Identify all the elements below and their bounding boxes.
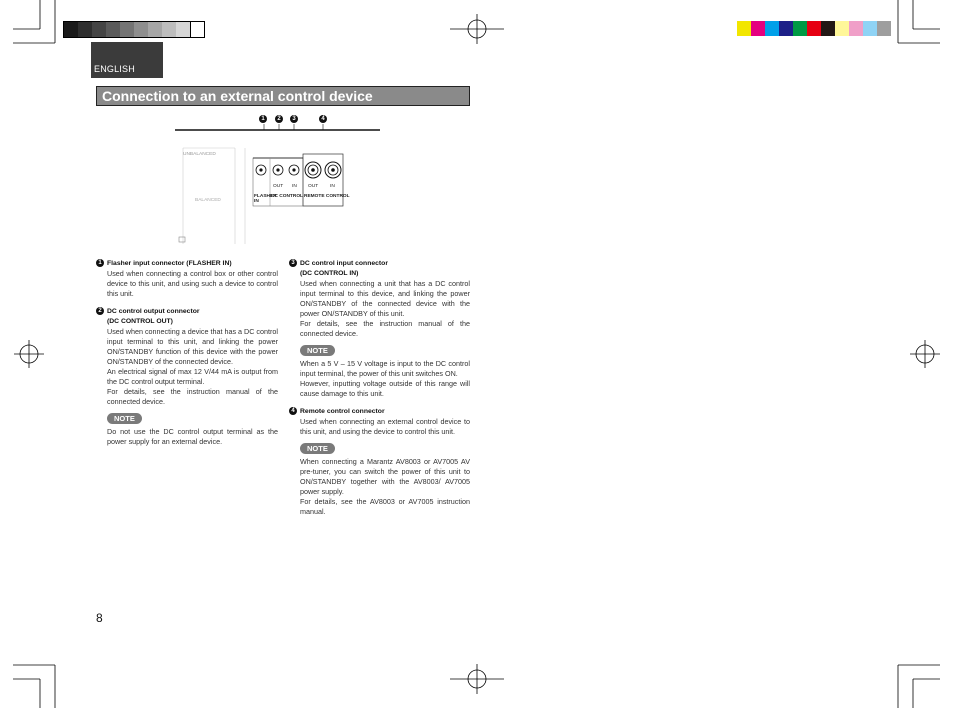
gray-swatch — [106, 22, 120, 37]
gray-swatch — [120, 22, 134, 37]
item-body: Used when connecting a control box or other control device to this unit, and using such a device to control this unit. — [107, 269, 278, 298]
gray-swatch — [162, 22, 176, 37]
color-swatch — [849, 21, 863, 36]
note-text: However, inputting voltage outside of this range will cause damage to this unit. — [300, 379, 470, 398]
item-body: For details, see the instruction manual of the connected device. — [107, 387, 278, 406]
language-tab-label: ENGLISH — [94, 64, 135, 74]
item-number: 3 — [289, 259, 297, 267]
item-title: Flasher input connector (FLASHER IN) — [107, 260, 232, 267]
gray-swatch — [78, 22, 92, 37]
gray-swatch — [64, 22, 78, 37]
unbalanced-label: UNBALANCED — [183, 152, 216, 157]
item-body: An electrical signal of max 12 V/44 mA is output from the DC control output terminal. — [107, 367, 278, 386]
gray-swatch — [176, 22, 190, 37]
color-swatch — [877, 21, 891, 36]
gray-swatch — [190, 22, 204, 37]
language-tab — [91, 42, 163, 78]
item-body: For details, see the instruction manual of the connected device. — [300, 319, 470, 338]
item-number: 2 — [96, 307, 104, 315]
item-title-line2: (DC CONTROL OUT) — [107, 318, 173, 325]
item-number: 1 — [96, 259, 104, 267]
remote-out-label: OUT — [308, 184, 319, 189]
color-swatch — [821, 21, 835, 36]
item-dc-control-out — [96, 307, 278, 447]
item-number: 4 — [289, 407, 297, 415]
section-title: Connection to an external control device — [102, 88, 373, 104]
gray-swatch-strip — [63, 21, 205, 38]
item-title: DC control input connector — [300, 260, 388, 267]
color-swatch — [779, 21, 793, 36]
gray-swatch — [92, 22, 106, 37]
item-body: Used when connecting an external control device to this unit, and using the device to control this unit. — [300, 417, 470, 436]
note-text: Do not use the DC control output terminal as the power supply for an external device. — [107, 427, 278, 446]
flasher-label: FLASHER IN — [254, 194, 277, 204]
callout-marker: 3 — [290, 115, 298, 123]
callout-marker: 4 — [319, 115, 327, 123]
color-swatch — [863, 21, 877, 36]
right-column — [289, 259, 470, 517]
color-swatch — [793, 21, 807, 36]
item-title-line2: (DC CONTROL IN) — [300, 270, 359, 277]
section-title-bar — [96, 86, 470, 106]
color-swatch — [807, 21, 821, 36]
gray-swatch — [148, 22, 162, 37]
left-column — [96, 259, 278, 447]
item-remote-control — [289, 407, 470, 517]
note-text: When a 5 V – 15 V voltage is input to the DC control input terminal, the power of this unit switches ON. — [300, 359, 470, 378]
item-body: Used when connecting a device that has a DC control input terminal to this unit, and linking the power ON/STANDBY function of this device with the power ON/STANDBY of the connected device. — [107, 327, 279, 366]
rear-panel-diagram — [175, 112, 385, 248]
callout-marker: 2 — [275, 115, 283, 123]
note-text: When connecting a Marantz AV8003 or AV7005 AV pre-tuner, you can switch the power of this unit to ON/STANDBY together with the AV8003/ AV7005 power supply. — [300, 457, 470, 496]
callout-marker: 1 — [259, 115, 267, 123]
color-swatch — [751, 21, 765, 36]
color-swatch-strip — [737, 21, 891, 36]
dc-in-label: IN — [292, 184, 297, 189]
item-body: Used when connecting a unit that has a DC control input terminal to this device, and linking the power ON/STANDBY of the connected device with the power ON/STANDBY of this unit. — [300, 279, 470, 318]
remote-control-label: REMOTE CONTROL — [304, 194, 350, 199]
note-label: NOTE — [300, 345, 335, 356]
note-text: For details, see the AV8003 or AV7005 instruction manual. — [300, 497, 470, 516]
item-dc-control-in — [289, 259, 470, 399]
item-title: Remote control connector — [300, 408, 385, 415]
rear-panel-drawing — [175, 112, 385, 248]
item-title: DC control output connector — [107, 308, 200, 315]
balanced-label: BALANCED — [195, 198, 221, 203]
page-number: 8 — [96, 611, 103, 625]
remote-in-label: IN — [330, 184, 335, 189]
note-label: NOTE — [300, 443, 335, 454]
note-label: NOTE — [107, 413, 142, 424]
gray-swatch — [134, 22, 148, 37]
color-swatch — [765, 21, 779, 36]
color-swatch — [835, 21, 849, 36]
dc-out-label: OUT — [273, 184, 284, 189]
item-flasher-in — [96, 259, 278, 299]
color-swatch — [737, 21, 751, 36]
dc-control-label: DC CONTROL — [271, 194, 303, 199]
